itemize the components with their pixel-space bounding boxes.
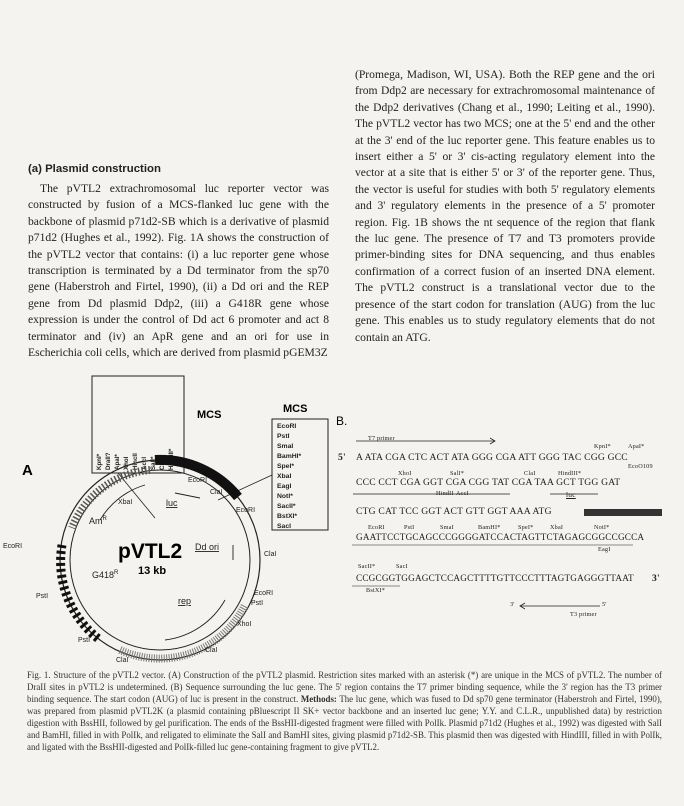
mcs-left-site: SalI*	[150, 456, 157, 470]
seq-site-xhoi: XhoI	[398, 470, 412, 477]
seq-site-apai: ApaI*	[628, 443, 645, 450]
site-ecori-top: EcoRI	[188, 477, 208, 484]
site-ecori-left: EcoRI	[3, 543, 23, 550]
mcs-left-site: AccI	[141, 456, 148, 470]
seq-site-clai: ClaI	[524, 470, 536, 477]
seq-site-ecoo109: EcoO109	[628, 463, 653, 470]
seq-site-sacii: SacII*	[358, 563, 376, 570]
mcs-right-site: NotI*	[277, 493, 293, 500]
mcs-left-site: XhoI	[123, 456, 130, 470]
site-clai-bottom-right: ClaI	[205, 647, 218, 654]
seq-site-ecori: EcoRI	[368, 524, 385, 531]
t7-primer-label: T7 primer	[368, 435, 395, 442]
mcs-left-site: KpnI*	[96, 453, 103, 470]
mcs-right-site: SacII*	[277, 503, 296, 510]
mcs-left-site: ClaI	[159, 458, 166, 470]
seq-site-acci: AccI	[456, 490, 469, 497]
t3-primer-label: T3 primer	[570, 611, 597, 618]
seq-site-sali: SalI*	[450, 470, 465, 477]
caption-label: Fig. 1.	[27, 670, 51, 680]
seq-line-1: A ATA CGA CTC ACT ATA GGG CGA ATT GGG TAC CGG GCC	[356, 452, 628, 463]
seq-t3-5prime: 5'	[602, 601, 607, 608]
seq-label-luc: luc	[566, 490, 576, 499]
site-psti-bottom-right: PstI	[251, 600, 264, 607]
luc-bar	[584, 509, 662, 516]
seq-site-noti: NotI*	[594, 524, 610, 531]
site-xbai: XbaI	[118, 499, 133, 506]
seq-site-psti: PstI	[404, 524, 415, 531]
seq-site-hindii: HindII	[436, 490, 454, 497]
caption-methods: The luc gene, which was fused to Dd sp70 gene terminator (Haberstroh and Firtel, 1990), was prepared from plasmid pVTL2K (a plasmid containing pBluescript II SK+ vector backbone and an inserted luc gene; Y.Y. and C.L.R., unpublished data) by restriction digestion with BssHII, followed by gel purification. The ends of the BssHII-digested fragment were filled with PolIk. Plasmid p71d2 (Hughes et al., 1992) was digested with SalI and BamHI, filled in with PolIk, and religated to eliminate the SalI and BamHI sites, giving plasmid p71d2-SB. This plasmid then was digested with HindIII, filled in with PolIk, and ligated with the BssHII-digested and PolIk-filled luc gene-containing fragment to give pVTL2.	[27, 694, 663, 752]
mcs-left-label: MCS	[197, 409, 222, 421]
site-ecori-bottom-right: EcoRI	[254, 590, 274, 597]
caption-methods-label: Methods:	[300, 694, 337, 704]
seq-five-prime: 5'	[338, 452, 346, 463]
site-clai-right: ClaI	[264, 551, 277, 558]
mcs-right-site: SacI	[277, 523, 291, 530]
left-paragraph: The pVTL2 extrachromosomal luc reporter vector was constructed by fusion of a MCS-flanked luc gene with the backbone of plasmid p71d2-SB which is a derivative of plasmid p71d2 (Hughes et al., 1992). Fig. 1A shows the construction of the pVTL2 vector that contains: (i) a luc reporter gene whose transcription is terminated by a Dd terminator from the sp70 gene (Haberstroh and Firtel, 1990), (ii) a Dd ori and the REP gene from Dd plasmid Ddp2, (iii) a G418R gene whose expression is under the control of Dd act 6 promoter and act 8 terminator and (iv) an ApR gene and an ori for use in Escherichia coli cells, which are derived from plasmid pGEM3Z	[28, 182, 329, 360]
mcs-right-site: PstI	[277, 433, 290, 440]
label-amp: $Am^R$	[89, 516, 107, 526]
seq-site-smai: SmaI	[440, 524, 454, 531]
mcs-left-site: HindIII*	[168, 448, 175, 470]
seq-line-3: CTG CAT TCC GGT ACT GTT GGT AAA ATG	[356, 506, 552, 517]
mcs-right-site: SpeI*	[277, 463, 294, 470]
right-paragraph: (Promega, Madison, WI, USA). Both the REP gene and the ori from Ddp2 are necessary for extrachromosomal maintenance of the Ddp2 derivatives (Chang et al., 1990; Leiting et al., 1990). The pVTL2 vector has two MCS; one at the 5' end and the other at the 3' end of the luc reporter gene. This feature enables us to insert either a 5' or 3' cis-acting regulatory element into the vector at a site that is either 5' or 3' of the reporter gene. Thus, the vector is useful for studies with both 5' regulatory elements and 3' regulatory elements in the presence of a 5' promoter region. Fig. 1B shows the nt sequence of the region that flank the luc gene. The presence of T7 and T3 promoters provide primer-binding sites for DNA sequencing, and thus enables confirmation of a correct fusion of an inserted DNA element. The pVTL2 construct is a translational vector due to the presence of the start codon for translation (AUG) from the luc gene. This enables us to study regulatory elements that do not contain an ATG.	[355, 68, 655, 344]
seq-site-kpni: KpnI*	[594, 443, 611, 450]
label-luc: luc	[166, 498, 178, 508]
seq-line-2: CCC CCT CGA GGT CGA CGG TAT CGA TAA GCT TGG GAT	[356, 477, 621, 488]
mcs-right-site: EcoRI	[277, 423, 297, 430]
seq-site-spei: SpeI*	[518, 524, 534, 531]
seq-site-eagi: EagI	[598, 546, 611, 553]
mcs-right-site: EagI	[277, 483, 292, 490]
mcs-right-site: BstXI*	[277, 513, 298, 520]
site-psti-left: PstI	[36, 593, 49, 600]
site-xhoi: XhoI	[237, 621, 252, 628]
seq-t3-3prime: 3'	[510, 601, 515, 608]
mcs-right-site: XbaI	[277, 473, 292, 480]
mcs-left-site: HincII	[132, 453, 139, 470]
seq-site-bamhi: BamHI*	[478, 524, 501, 531]
mcs-left-site: ApaI*	[114, 454, 121, 470]
seq-site-xbai: XbaI	[550, 524, 564, 531]
figure-caption	[27, 669, 662, 753]
seq-site-bstxi: BstXI*	[366, 587, 386, 594]
panel-b-label: B.	[336, 414, 348, 428]
plasmid-name: pVTL2	[118, 540, 183, 563]
seq-site-hindiii: HindIII*	[558, 470, 582, 477]
plasmid-size: 13 kb	[138, 565, 167, 577]
seq-site-saci: SacI	[396, 563, 408, 570]
site-clai-bottom: ClaI	[116, 657, 129, 664]
site-clai-top: ClaI	[210, 489, 223, 496]
seq-line-4: GAATTCCTGCAGCCCGGGGATCCACTAGTTCTAGAGCGGCCGCCA	[356, 532, 645, 542]
section-heading: (a) Plasmid construction	[28, 163, 161, 175]
site-psti-bottom: PstI	[78, 637, 91, 644]
mcs-left-site: DraII?	[105, 452, 112, 470]
mcs-right-site: SmaI	[277, 443, 294, 450]
caption-text: Structure of the pVTL2 vector. (A) Construction of the pVTL2 plasmid. Restriction sites marked with an asterisk (*) are unique in the MCS of pVTL2. The number of DraII sites in pVTL2 is undetermined. (B) Sequence surrounding the luc gene. The 5' region contains the T7 primer binding sequence, while the 3' region has the T3 primer binding sequence. The start codon (AUG) of luc is present in the construct.	[27, 670, 663, 704]
mcs-right-label: MCS	[283, 403, 308, 415]
site-ecori-right: EcoRI	[236, 507, 256, 514]
seq-line-5: CCGCGGTGGAGCTCCAGCTTTTGTTCCCTTTAGTGAGGGTTAAT	[356, 573, 634, 583]
label-g418: $G418^R$	[92, 570, 119, 580]
label-dd-ori: Dd ori	[195, 542, 220, 552]
seq-three-prime: 3'	[652, 573, 660, 584]
label-rep: rep	[178, 596, 192, 606]
panel-a-label: A	[22, 462, 33, 479]
mcs-right-site: BamHI*	[277, 453, 302, 460]
